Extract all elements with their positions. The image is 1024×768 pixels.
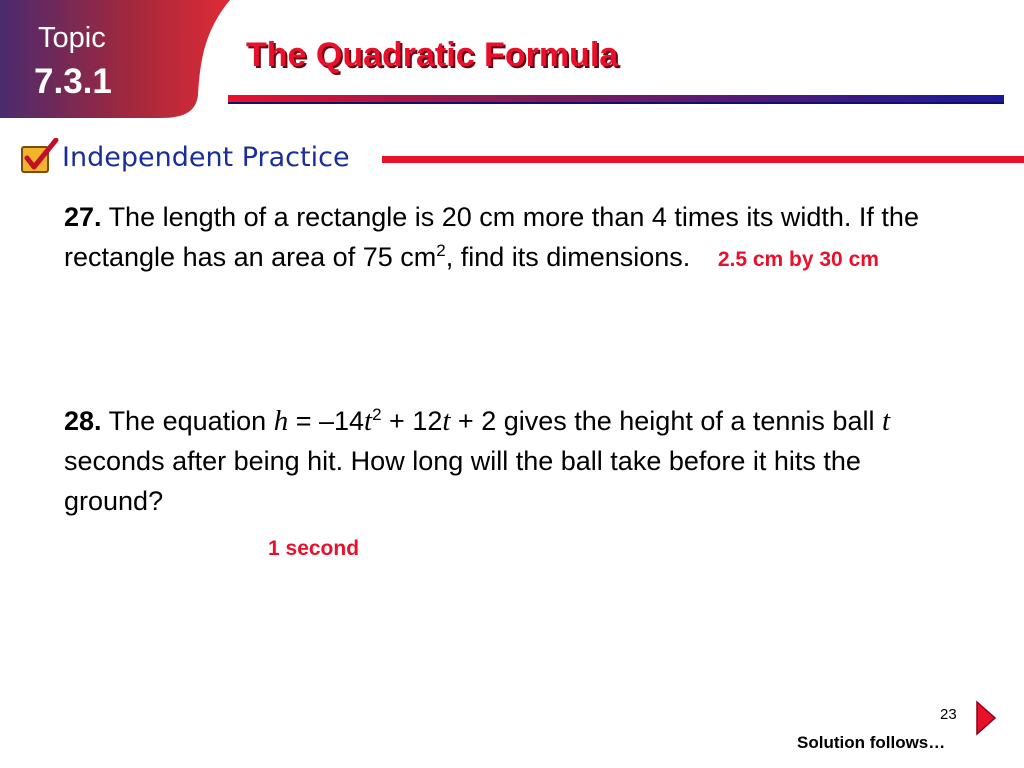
- topic-number: 7.3.1: [34, 62, 112, 101]
- topic-label: Topic: [38, 22, 106, 54]
- answer-27: 2.5 cm by 30 cm: [717, 248, 879, 271]
- topic-tab: [0, 0, 230, 132]
- section-divider: [382, 156, 1024, 163]
- page-number: 23: [940, 706, 957, 723]
- variable-t: t: [881, 405, 891, 437]
- problem-27: [64, 197, 944, 280]
- answer-28: 1 second: [268, 537, 360, 560]
- slide-title: The Quadratic Formula: [246, 36, 619, 74]
- solution-follows-note: Solution follows…: [797, 733, 946, 752]
- checkbox-check-icon: [20, 138, 60, 176]
- problem-text: The equation: [108, 406, 274, 436]
- problem-text: The length of a rectangle is 20 cm more than 4 times its width. If the rectangle has an area of 75 cm: [64, 202, 919, 272]
- problem-number: 28.: [64, 406, 102, 436]
- variable-t: t: [442, 405, 451, 437]
- problem-28: [64, 401, 944, 521]
- variable-h: h: [273, 405, 289, 437]
- superscript: 2: [436, 241, 446, 260]
- title-divider: [228, 95, 1004, 104]
- problem-number: 27.: [64, 202, 102, 232]
- problem-text: seconds after being hit. How long will the ball take before it hits the ground?: [64, 446, 861, 516]
- problem-text: = –14: [288, 406, 365, 436]
- problem-text: + 2 gives the height of a tennis ball: [450, 406, 882, 436]
- variable-t: t: [364, 405, 373, 437]
- problem-text: , find its dimensions.: [445, 242, 691, 272]
- superscript: 2: [372, 405, 382, 424]
- section-heading: Independent Practice: [62, 142, 350, 173]
- problem-text: + 12: [381, 406, 443, 436]
- next-arrow-icon[interactable]: [974, 700, 998, 736]
